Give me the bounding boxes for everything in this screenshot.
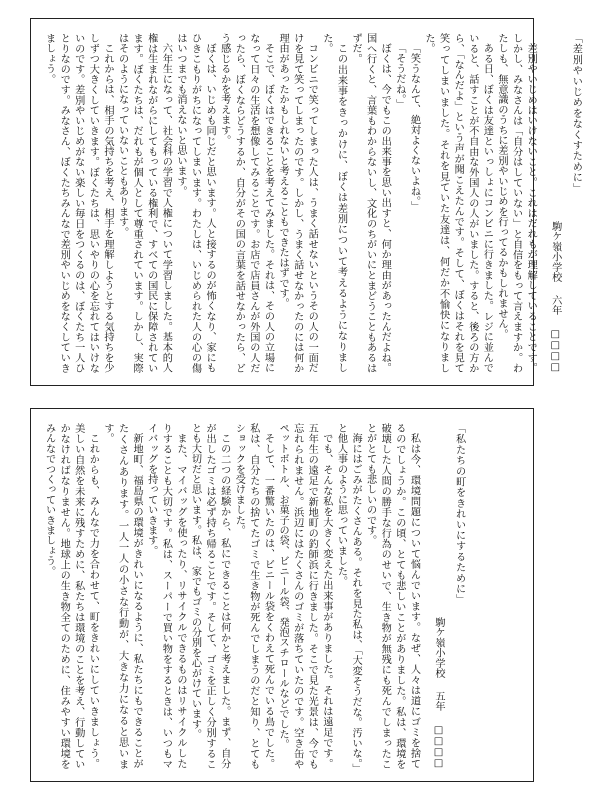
essay-2-paragraph: 海にはごみがたくさんある。それを見た私は、「大変そうだな。汚いな。」と他人事のように思っていました。 bbox=[335, 423, 362, 769]
essay-2-grade: 五年 bbox=[433, 691, 445, 712]
essay-1-paragraph: ぼくは、いじめも同じだと思います。人と接するのが怖くなり、家にもひきこもりがちになってしまいます。わたしは、いじめられた人の心の傷はいつまでも消えないと思います。 bbox=[174, 33, 216, 373]
essay-1-byline bbox=[547, 33, 562, 373]
essay-1-paragraph: コンビニで笑ってしまった人は、うまく話せないというその人の一面だけを見て笑ってしまったのです。しかし、うまく話せなかったのには何か理由があったかもしれないと考えることもできたはずです。 bbox=[277, 33, 318, 373]
essay-panel-2 bbox=[30, 408, 534, 782]
essay-1-paragraph: 「そうだね。」 bbox=[393, 43, 405, 110]
essay-1-grade: 六年 bbox=[549, 295, 561, 316]
essay-1-paragraph: これからは、相手の気持ちを考え、相手を理解しようとする気持ちを少しずつ大きくしていきます。ぼくたちは、思いやりの心を忘れてはいけないのです。差別やいじめがない楽しい毎日をつくるのは、ぼくたち一人ひとりなのです。みなさん、ぼくたちみんなで差別やいじめをなくしていきましょう。 bbox=[43, 33, 113, 373]
essay-1-paragraph: 六年生になって、社会科の学習で人権について学習しました。基本的人権は生まれながらにしてもっている権利で、すべての国民に保障されています。ぼくたちは、だれもが個人として尊重されています。しかし、実際はそのようになっていないこともあります。 bbox=[116, 33, 172, 373]
essay-1-paragraph: ある日、ぼくは友達といっしょにコンビニに行きました。レジに並んでいると、話すことが不自由な外国人の人がいました。すると、後ろの方から、「なんだよ」という声が聞こえたんです。そして、ぼくはそれを見て笑ってしまいました。それを見ていた友達は、何だか不愉快になりました。 bbox=[423, 33, 493, 373]
essay-2-vertical-text bbox=[31, 409, 478, 781]
essay-panel-1 bbox=[30, 18, 582, 386]
essay-1-title: 「差別やいじめをなくすために」 bbox=[570, 33, 582, 194]
essay-2-byline bbox=[430, 423, 445, 769]
essay-2-paragraph: でも、そんな私を大きく変えた出来事がありました。それは遠足です。五年生の遠足で新地町の釣師浜に行きました。そこで見た光景は、今でも忘れられません。浜辺にはたくさんのゴミが落ちていたのです。空き缶やペットボトル、お菓子の袋、ビニール袋、発泡スチロールなどでした。 bbox=[277, 423, 332, 769]
essay-1-author: □□□□ bbox=[549, 329, 561, 373]
essay-2-paragraph: 新地町、福島県の環境がきれいになるように、私たちにもできることがたくさんあります。一人一人の小さな行動が、大きな力になると思います。 bbox=[101, 423, 143, 769]
essay-2-body bbox=[41, 423, 420, 769]
essay-1-paragraph: この出来事をきっかけに、ぼくは差別について考えるようになりました。 bbox=[320, 33, 347, 373]
essay-2-paragraph: また、マイバッグを使ったり、リサイクルできるものはリサイクルしたりすることも大切です。私は、スーパーで買い物をするときは、いつもマイバッグを持っていきます。 bbox=[145, 423, 186, 769]
essay-2-paragraph: これからも、みんなで力を合わせて、町をきれいにしていきましょう。美しい自然を未来に残すために、私たちは環境のことを考え、行動していかなければなりません。地球上の生き物全てのために、住みやすい環境をみんなでつくっていきましょう。 bbox=[43, 423, 99, 769]
essay-2-school: 駒ケ嶺小学校 bbox=[433, 616, 445, 679]
essay-1-paragraph: ぼくは、今でもこの出来事を思い出すと、何か理由があったんだよね。国へ行くと、言葉もわからないし、文化のちがいにとまどうこともあるはずだ。 bbox=[350, 33, 391, 373]
essay-1-paragraph: 差別やいじめはいけないこと。これはだれもが理解していることです。しかし、みなさんは「自分はしていない」と自信をもって言えますか。わたしも、無意識のうちに差別やいじめを行ってるかもしれません。 bbox=[496, 33, 537, 373]
essay-1-paragraph: そこで、ぼくはできることを考えてみました。それは、その人の立場になって日々の生活を想像してみることです。お店で店員さんが外国の人だったら、ぼくならどうするか、自分がその国の言葉を話せなかったら、どう感じるかを考えます。 bbox=[218, 33, 274, 373]
essay-2-title: 「私たちの町をきれいにするために」 bbox=[453, 423, 465, 605]
essay-2-paragraph: この二つの経験から、私にできることは何かと考えました。まず、自分が出したゴミは必ず持ち帰ることです。そして、ゴミを正しく分別することも大切だと思います。私は、家でもゴミの分別を心がけています。 bbox=[189, 423, 230, 769]
essay-1-school: 駒ケ嶺小学校 bbox=[549, 220, 561, 283]
essay-1-paragraph: 「笑うなんて、絶対よくないよね。」 bbox=[408, 43, 420, 212]
essay-2-author: □□□□ bbox=[433, 725, 445, 769]
essay-1-vertical-text bbox=[31, 19, 594, 385]
essay-2-paragraph: そして、一番驚いたのは、ビニール袋をくわえて死んでいる鳥でした。私は、自分たちの捨てたゴミで生き物が死んでしまうのだと知り、とてもショックを受けました。 bbox=[233, 423, 274, 769]
essay-1-body bbox=[41, 33, 537, 373]
essay-2-paragraph: 私は今、環境問題について悩んでいます。なぜ、人々は道にゴミを捨てるのでしょうか。この頃、とても悲しいことがありました。私は、環境を破壊した人間の勝手な行為のせいで、生き物が無残にも死んでしまったことがとても悲しいのです。 bbox=[364, 423, 420, 769]
